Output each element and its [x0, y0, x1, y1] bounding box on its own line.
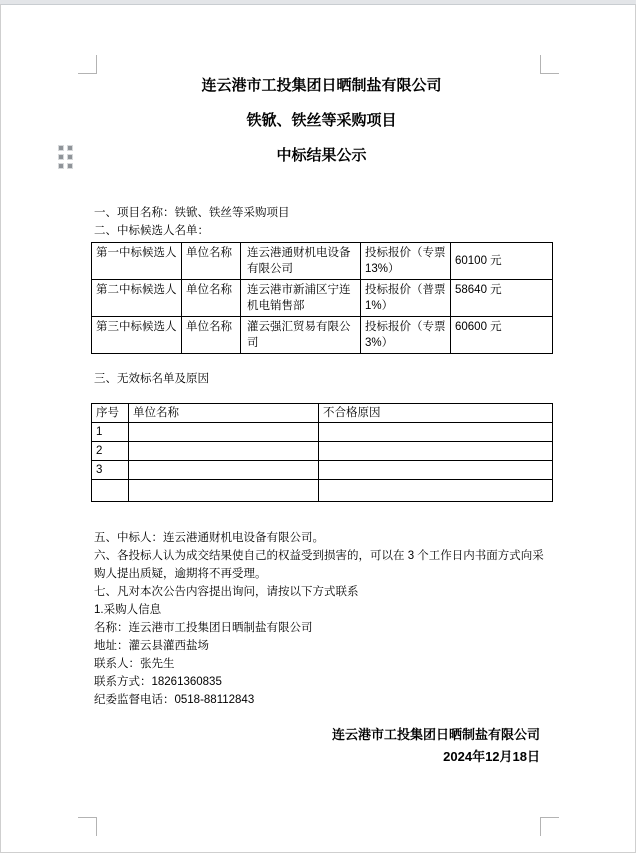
invalid-reason-cell [319, 461, 553, 480]
signature-company: 连云港市工投集团日晒制盐有限公司 [331, 727, 540, 742]
candidate-company-cell: 连云港市新浦区宁连机电销售部 [241, 280, 361, 317]
candidate-rank-cell: 第三中标候选人 [92, 317, 182, 354]
purchaser-address: 地址：灌云县灌西盐场 [94, 640, 209, 652]
invalid-company-cell [129, 442, 319, 461]
invalid-row-4 [92, 480, 553, 502]
invalid-no-cell: 3 [92, 461, 129, 480]
candidate-company-cell: 连云港通财机电设备有限公司 [241, 243, 361, 280]
margin-crop-mark-bottom-right [540, 817, 559, 836]
candidate-label-cell: 单位名称 [182, 280, 241, 317]
drag-handle-icon[interactable] [59, 146, 72, 168]
invalid-col-company: 单位名称 [129, 404, 319, 423]
candidate-quote-cell: 投标报价（专票13%） [361, 243, 451, 280]
doc-title-company: 连云港市工投集团日晒制盐有限公司 [201, 77, 442, 94]
candidate-row-2 [92, 280, 553, 317]
purchaser-contact-phone: 联系方式：18261360835 [94, 676, 222, 688]
section-contact-heading: 七、凡对本次公告内容提出询问，请按以下方式联系 [94, 586, 359, 598]
invalid-reason-cell [319, 442, 553, 461]
purchaser-name: 名称：连云港市工投集团日晒制盐有限公司 [94, 622, 313, 634]
invalid-row-3 [92, 461, 553, 480]
section-project-name: 一、项目名称：铁锨、铁丝等采购项目 [94, 207, 290, 219]
purchaser-supervision-phone: 纪委监督电话：0518-88112843 [94, 694, 255, 706]
candidate-row-1 [92, 243, 553, 280]
candidate-quote-cell: 投标报价（专票3%） [361, 317, 451, 354]
candidate-label-cell: 单位名称 [182, 243, 241, 280]
candidate-row-3 [92, 317, 553, 354]
invalid-company-cell [129, 480, 319, 502]
doc-title-announcement: 中标结果公示 [276, 147, 367, 164]
signature-date: 2024年12月18日 [443, 749, 540, 764]
page-left-edge [0, 4, 1, 853]
invalid-col-no: 序号 [92, 404, 129, 423]
candidate-rank-cell: 第二中标候选人 [92, 280, 182, 317]
candidate-rank-cell: 第一中标候选人 [92, 243, 182, 280]
invalid-reason-cell [319, 480, 553, 502]
invalid-row-1 [92, 423, 553, 442]
purchaser-info-heading: 1.采购人信息 [94, 604, 162, 616]
invalid-bids-table [91, 403, 553, 502]
signature-block [91, 724, 552, 768]
invalid-no-cell: 1 [92, 423, 129, 442]
section-objection: 六、各投标人认为成交结果使自己的权益受到损害的，可以在 3 个工作日内书面方式向采购人提出质疑，逾期将不再受理。 [94, 550, 544, 580]
candidates-table [91, 242, 553, 354]
invalid-company-cell [129, 461, 319, 480]
candidate-label-cell: 单位名称 [182, 317, 241, 354]
section-invalid-heading: 三、无效标名单及原因 [94, 373, 209, 385]
invalid-no-cell [92, 480, 129, 502]
doc-title-project: 铁锨、铁丝等采购项目 [246, 112, 397, 129]
invalid-row-2 [92, 442, 553, 461]
invalid-reason-cell [319, 423, 553, 442]
invalid-company-cell [129, 423, 319, 442]
candidate-price-cell: 60600 元 [451, 317, 553, 354]
candidate-price-cell: 58640 元 [451, 280, 553, 317]
document-body [91, 0, 552, 768]
purchaser-contact-person: 联系人：张先生 [94, 658, 175, 670]
section-candidates-heading: 二、中标候选人名单： [94, 225, 209, 237]
candidate-quote-cell: 投标报价（普票1%） [361, 280, 451, 317]
candidate-price-cell: 60100 元 [451, 243, 553, 280]
invalid-col-reason: 不合格原因 [319, 404, 553, 423]
invalid-header-row [92, 404, 553, 423]
margin-crop-mark-bottom-left [78, 817, 97, 836]
invalid-no-cell: 2 [92, 442, 129, 461]
section-winner: 五、中标人：连云港通财机电设备有限公司。 [94, 532, 324, 544]
candidate-company-cell: 灌云强汇贸易有限公司 [241, 317, 361, 354]
